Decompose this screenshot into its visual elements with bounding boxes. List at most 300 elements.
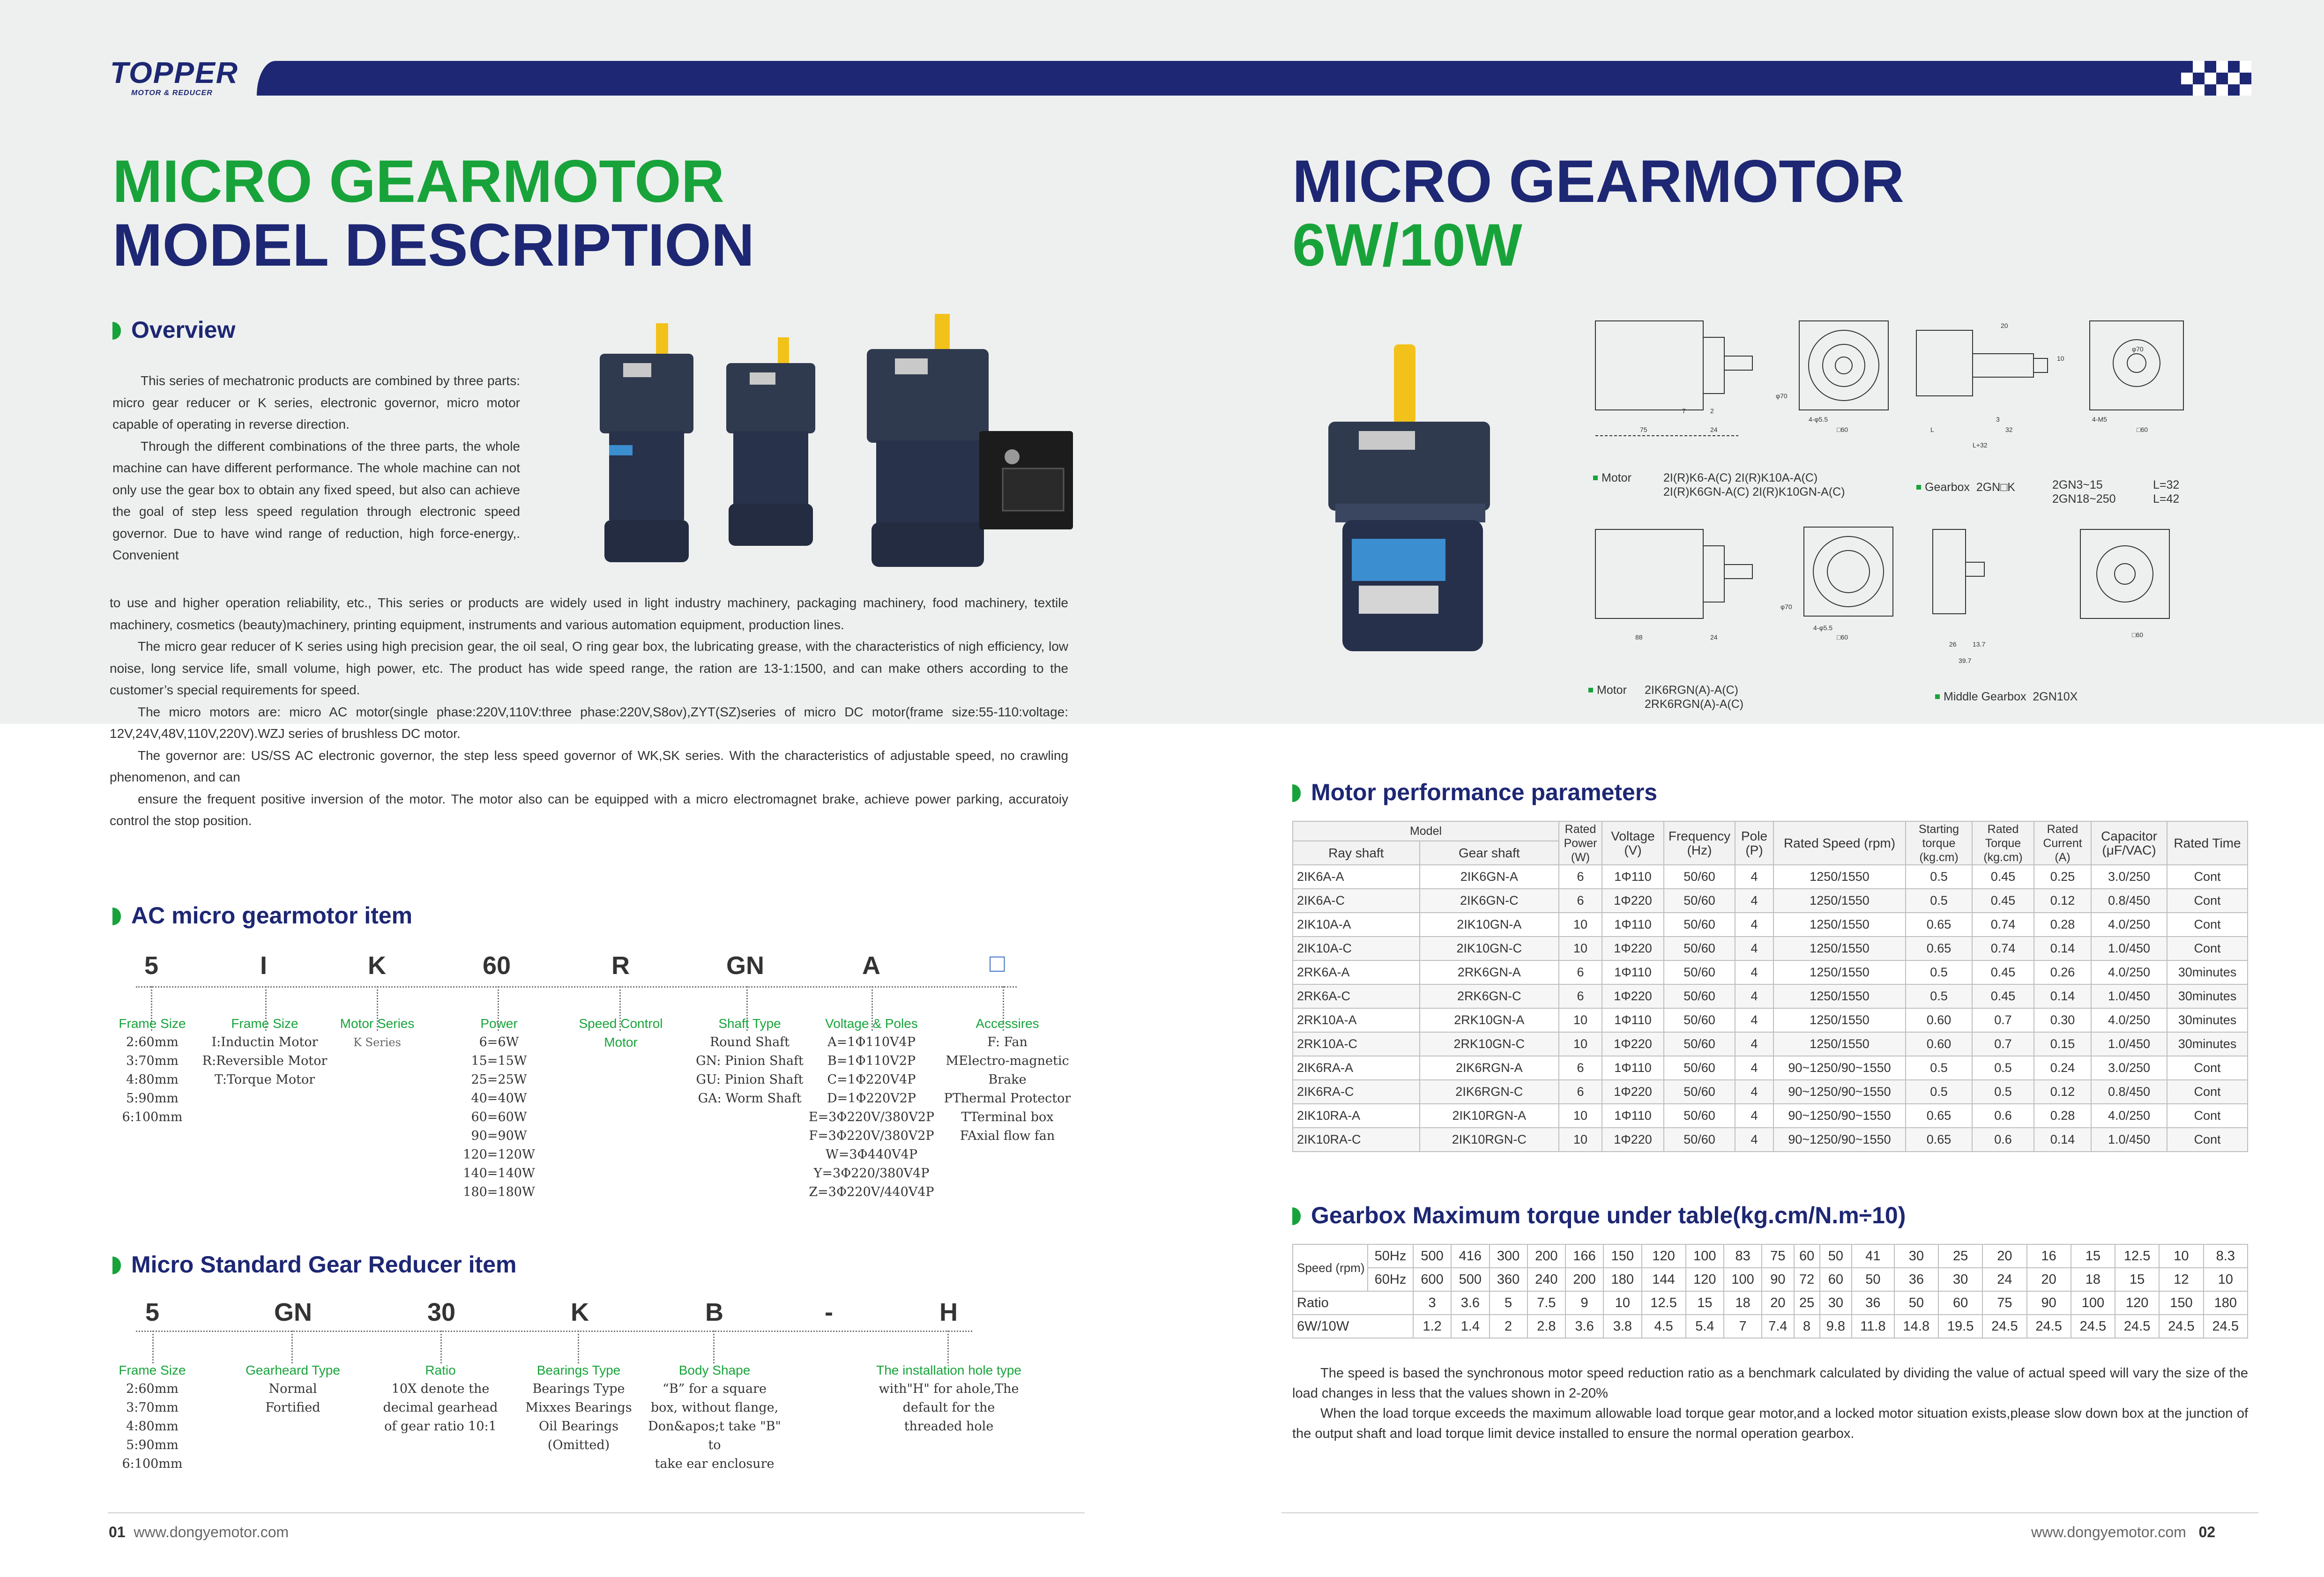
perf-cell: 0.5 xyxy=(1906,960,1972,984)
gear-column-gearhead-type: Gearheard Type Normal Fortified xyxy=(246,1363,340,1415)
perf-cell: 6 xyxy=(1559,865,1602,889)
perf-cell: 2IK10RGN-A xyxy=(1420,1104,1559,1128)
torque-cell: 100 xyxy=(2071,1291,2115,1315)
perf-cell: 0.65 xyxy=(1906,937,1972,960)
checker-decoration xyxy=(2181,61,2251,96)
torque-cell: 5 xyxy=(1490,1291,1527,1315)
torque-cell: 120 xyxy=(1686,1268,1724,1291)
perf-cell: 50/60 xyxy=(1664,1104,1735,1128)
gear-code-6: H xyxy=(939,1298,958,1326)
torque-cell: 3.8 xyxy=(1603,1315,1641,1338)
notes xyxy=(1292,1363,2248,1444)
torque-cell: 200 xyxy=(1527,1244,1565,1268)
torque-cell: 24 xyxy=(1982,1268,2026,1291)
gear-connector xyxy=(440,1331,442,1363)
perf-cell: 1Φ110 xyxy=(1602,1104,1664,1128)
torque-row xyxy=(1293,1268,2248,1291)
caption-gearbox: Gearbox 2GN□K xyxy=(1916,480,2015,494)
perf-cell: 0.5 xyxy=(1972,1080,2034,1104)
gear-heading: Micro Standard Gear Reducer item xyxy=(112,1251,516,1278)
header-bar xyxy=(257,61,2182,96)
perf-cell: 2IK6RGN-A xyxy=(1420,1056,1559,1080)
ac-column-power: Power 6=6W 15=15W 25=25W 40=40W 60=60W 90=90W 120=120W 140=140W 180=180W xyxy=(463,1016,535,1199)
perf-heading: Motor performance parameters xyxy=(1292,779,1657,806)
ac-column-motor-type: Frame Size I:Inductin Motor R:Reversible Motor T:Torque Motor xyxy=(202,1016,328,1087)
perf-cell: 30minutes xyxy=(2167,1008,2248,1032)
torque-cell: 15 xyxy=(2115,1268,2159,1291)
gear-column-body-shape: Body Shape “B” for a square box, without flange, Don&apos;t take "B" to take ear enclosure xyxy=(648,1363,781,1471)
torque-cell: 120 xyxy=(1642,1244,1686,1268)
torque-cell: 3 xyxy=(1413,1291,1451,1315)
perf-cell: 2RK10GN-C xyxy=(1420,1032,1559,1056)
gear-code-3: K xyxy=(571,1298,589,1326)
torque-row xyxy=(1293,1291,2248,1315)
perf-cell: 2IK6RA-C xyxy=(1293,1080,1420,1104)
right-page-number: 02 xyxy=(2198,1524,2216,1540)
perf-cell: 0.5 xyxy=(1906,1080,1972,1104)
perf-cell: 0.74 xyxy=(1972,937,2034,960)
torque-cell: 25 xyxy=(1938,1244,1982,1268)
torque-cell: 6W/10W xyxy=(1293,1315,1413,1338)
perf-cell: 3.0/250 xyxy=(2091,865,2167,889)
perf-cell: 50/60 xyxy=(1664,960,1735,984)
svg-text:4-M5: 4-M5 xyxy=(2092,416,2107,423)
torque-cell: 180 xyxy=(2204,1291,2248,1315)
torque-cell: 416 xyxy=(1451,1244,1489,1268)
perf-cell: 4 xyxy=(1735,937,1773,960)
ac-code-5: GN xyxy=(726,952,764,980)
perf-cell: 1Φ110 xyxy=(1602,865,1664,889)
product-photo-6w10w xyxy=(1312,342,1509,670)
torque-cell: 12.5 xyxy=(2115,1244,2159,1268)
perf-cell: 4 xyxy=(1735,960,1773,984)
perf-cell: 1Φ220 xyxy=(1602,984,1664,1008)
torque-row xyxy=(1293,1315,2248,1338)
torque-cell: 180 xyxy=(1603,1268,1641,1291)
perf-cell: 90~1250/90~1550 xyxy=(1773,1104,1906,1128)
perf-cell: 0.12 xyxy=(2034,1080,2091,1104)
torque-cell: 240 xyxy=(1527,1268,1565,1291)
torque-cell: 7.4 xyxy=(1762,1315,1794,1338)
torque-cell: 36 xyxy=(1894,1268,1938,1291)
torque-cell: 10 xyxy=(1603,1291,1641,1315)
shaft-icon xyxy=(1394,344,1415,424)
torque-cell: 7.5 xyxy=(1527,1291,1565,1315)
product-photo-gearmotors xyxy=(595,314,1078,567)
svg-text:φ70: φ70 xyxy=(2132,345,2144,353)
perf-cell: 4.0/250 xyxy=(2091,1104,2167,1128)
perf-cell: 1250/1550 xyxy=(1773,1032,1906,1056)
shaft-icon xyxy=(656,323,668,356)
perf-cell: 4 xyxy=(1735,1128,1773,1152)
gear-dotted-line xyxy=(136,1331,972,1332)
torque-cell: 50 xyxy=(1820,1244,1852,1268)
left-footer-url: www.dongyemotor.com xyxy=(134,1524,289,1540)
perf-cell: 0.7 xyxy=(1972,1008,2034,1032)
perf-cell: 10 xyxy=(1559,1128,1602,1152)
perf-cell: 0.65 xyxy=(1906,1128,1972,1152)
perf-cell: 1Φ220 xyxy=(1602,1032,1664,1056)
perf-cell: 0.15 xyxy=(2034,1032,2091,1056)
gear-code-5: - xyxy=(825,1298,833,1326)
right-footer xyxy=(2031,1524,2215,1541)
perf-cell: 2IK6GN-C xyxy=(1420,889,1559,913)
perf-cell: 2IK10A-A xyxy=(1293,913,1420,937)
ac-code-6: A xyxy=(862,952,880,980)
perf-cell: 4 xyxy=(1735,865,1773,889)
left-title-line2: MODEL DESCRIPTION xyxy=(112,212,755,279)
perf-cell: Cont xyxy=(2167,937,2248,960)
torque-cell: 150 xyxy=(1603,1244,1641,1268)
perf-cell: 30minutes xyxy=(2167,984,2248,1008)
ac-column-accessories: Accessires F: Fan MElectro-magnetic Brake PThermal Protector TTerminal box FAxial flow fan xyxy=(944,1016,1071,1143)
svg-text:24: 24 xyxy=(1710,426,1718,433)
perf-cell: 90~1250/90~1550 xyxy=(1773,1080,1906,1104)
ac-column-shaft-type: Shaft Type Round Shaft GN: Pinion Shaft GU: Pinion Shaft GA: Worm Shaft xyxy=(696,1016,804,1106)
left-title-line1: MICRO GEARMOTOR xyxy=(112,148,725,215)
torque-cell: 9.8 xyxy=(1820,1315,1852,1338)
torque-cell: 100 xyxy=(1686,1244,1724,1268)
perf-cell: 1.0/450 xyxy=(2091,1128,2167,1152)
torque-cell: 15 xyxy=(1686,1291,1724,1315)
perf-row xyxy=(1293,865,2248,889)
torque-cell: 19.5 xyxy=(1938,1315,1982,1338)
caption-motor-1: Motor 2I(R)K6-A(C) 2I(R)K10A-A(C) 2I(R)K6GN-A(C) 2I(R)K10GN-A(C) xyxy=(1593,471,1631,485)
right-title-line1: MICRO GEARMOTOR xyxy=(1292,148,1905,215)
perf-cell: 0.5 xyxy=(1906,889,1972,913)
svg-text:□60: □60 xyxy=(1837,633,1848,641)
gear-code-2: 30 xyxy=(427,1298,456,1326)
perf-cell: 50/60 xyxy=(1664,1128,1735,1152)
perf-cell: 10 xyxy=(1559,1008,1602,1032)
perf-cell: 2IK10RGN-C xyxy=(1420,1128,1559,1152)
overview-text-narrow xyxy=(112,370,520,566)
right-title xyxy=(1292,150,1904,277)
torque-cell: 83 xyxy=(1724,1244,1762,1268)
perf-cell: 10 xyxy=(1559,1032,1602,1056)
torque-cell: 75 xyxy=(1762,1244,1794,1268)
perf-row xyxy=(1293,937,2248,960)
torque-cell: 1.2 xyxy=(1413,1315,1451,1338)
perf-cell: 4 xyxy=(1735,1032,1773,1056)
ac-code-0: 5 xyxy=(144,952,159,980)
torque-cell: 5.4 xyxy=(1686,1315,1724,1338)
svg-text:10: 10 xyxy=(2057,355,2064,362)
perf-cell: 0.8/450 xyxy=(2091,889,2167,913)
svg-text:13.7: 13.7 xyxy=(1973,640,1986,648)
gear-connector xyxy=(578,1331,579,1363)
gear-connector xyxy=(947,1331,949,1363)
perf-cell: 0.28 xyxy=(2034,1104,2091,1128)
svg-text:φ70: φ70 xyxy=(1780,603,1792,610)
overview-para: The micro gear reducer of K series using high precision gear, the oil seal, O ring gear box, the lubricating grease, with the characteristics of nigh efficiency, low noise, long service life, small volume, high power, etc. The product has wide speed range, the ration are 13-1:1500, and can make others according to the customer’s special requirements for speed. xyxy=(110,639,1068,697)
torque-cell: 12 xyxy=(2159,1268,2203,1291)
torque-cell: 60 xyxy=(1794,1244,1820,1268)
perf-cell: 0.7 xyxy=(1972,1032,2034,1056)
gear-connector xyxy=(152,1331,154,1363)
torque-cell: 600 xyxy=(1413,1268,1451,1291)
perf-cell: 0.14 xyxy=(2034,1128,2091,1152)
overview-text-wide xyxy=(110,592,1068,832)
perf-cell: 50/60 xyxy=(1664,1080,1735,1104)
svg-text:2: 2 xyxy=(1710,407,1714,415)
torque-cell: 150 xyxy=(2159,1291,2203,1315)
perf-cell: 4 xyxy=(1735,913,1773,937)
perf-cell: 0.6 xyxy=(1972,1128,2034,1152)
note-para: The speed is based the synchronous motor speed reduction ratio as a benchmark calculated by dividing the value of actual speed will vary the size of the load changes in less that the values shown in 2-20% xyxy=(1292,1366,2248,1401)
torque-cell: 1.4 xyxy=(1451,1315,1489,1338)
perf-cell: 1Φ110 xyxy=(1602,1056,1664,1080)
perf-row xyxy=(1293,1056,2248,1080)
perf-cell: 4 xyxy=(1735,1008,1773,1032)
perf-cell: 0.65 xyxy=(1906,1104,1972,1128)
svg-text:4-φ5.5: 4-φ5.5 xyxy=(1813,624,1832,632)
torque-cell: 75 xyxy=(1982,1291,2026,1315)
perf-cell: 4 xyxy=(1735,1056,1773,1080)
overview-heading: Overview xyxy=(112,316,235,343)
perf-cell: 1250/1550 xyxy=(1773,984,1906,1008)
perf-cell: 2RK6A-A xyxy=(1293,960,1420,984)
perf-row xyxy=(1293,1032,2248,1056)
perf-cell: 2IK6A-C xyxy=(1293,889,1420,913)
left-title xyxy=(112,150,754,277)
torque-cell: 10 xyxy=(2159,1244,2203,1268)
torque-cell: 24.5 xyxy=(2159,1315,2203,1338)
svg-text:φ70: φ70 xyxy=(1776,392,1788,400)
brand-logo: TOPPER xyxy=(110,56,238,89)
torque-cell: 500 xyxy=(1451,1268,1489,1291)
torque-cell: 90 xyxy=(1762,1268,1794,1291)
perf-cell: 0.14 xyxy=(2034,984,2091,1008)
torque-cell: 3.6 xyxy=(1451,1291,1489,1315)
perf-cell: 2IK10GN-C xyxy=(1420,937,1559,960)
perf-cell: 0.24 xyxy=(2034,1056,2091,1080)
perf-cell: 4 xyxy=(1735,1080,1773,1104)
overview-para: ensure the frequent positive inversion of the motor. The motor also can be equipped with a micro electromagnet brake, achieve power parking, accuratoiy control the stop position. xyxy=(110,791,1068,828)
perf-cell: 1Φ220 xyxy=(1602,889,1664,913)
ac-code-2: K xyxy=(368,952,386,980)
torque-cell: 24.5 xyxy=(2115,1315,2159,1338)
svg-text:L: L xyxy=(1930,426,1934,433)
perf-cell: 0.25 xyxy=(2034,865,2091,889)
gear-connector xyxy=(713,1331,715,1363)
perf-cell: 6 xyxy=(1559,984,1602,1008)
svg-text:7: 7 xyxy=(1682,407,1686,415)
torque-cell: 2.8 xyxy=(1527,1315,1565,1338)
perf-cell: 50/60 xyxy=(1664,865,1735,889)
torque-cell: 360 xyxy=(1490,1268,1527,1291)
svg-text:26: 26 xyxy=(1949,640,1957,648)
torque-row xyxy=(1293,1244,2248,1268)
gear-code-1: GN xyxy=(274,1298,312,1326)
ac-code-3: 60 xyxy=(483,952,511,980)
note-para: When the load torque exceeds the maximum allowable load torque gear motor,and a locked motor situation exists,please slow down box at the junction of the output shaft and load torque limit device installed to ensure the normal operation gearbox. xyxy=(1292,1406,2248,1441)
torque-cell: Speed (rpm) xyxy=(1293,1244,1368,1291)
perf-cell: 2RK10GN-A xyxy=(1420,1008,1559,1032)
caption-gearbox-ranges: 2GN3~15 2GN18~250 xyxy=(2052,478,2116,506)
torque-cell: 100 xyxy=(1724,1268,1762,1291)
brand-tagline: MOTOR & REDUCER xyxy=(131,89,213,97)
perf-cell: 1250/1550 xyxy=(1773,913,1906,937)
svg-text:3: 3 xyxy=(1996,416,2000,423)
perf-cell: 4.0/250 xyxy=(2091,1008,2167,1032)
perf-cell: 1250/1550 xyxy=(1773,865,1906,889)
perf-row xyxy=(1293,1104,2248,1128)
torque-cell: 50 xyxy=(1894,1291,1938,1315)
perf-cell: 0.45 xyxy=(1972,889,2034,913)
ac-code-7: □ xyxy=(990,949,1005,977)
perf-cell: 2RK6A-C xyxy=(1293,984,1420,1008)
torque-cell: 20 xyxy=(2027,1268,2071,1291)
ac-column-speed-control: Speed Control Motor xyxy=(579,1016,663,1049)
perf-cell: 1.0/450 xyxy=(2091,1032,2167,1056)
perf-cell: 0.60 xyxy=(1906,1008,1972,1032)
overview-para: Through the different combinations of the three parts, the whole machine can have different performance. The whole machine can not only use the gear box to obtain any fixed speed, but also can achieve the goal of step less speed regulation through electronic speed governor. Due to have wind range of reduction, high force-energy,. Convenient xyxy=(112,439,520,562)
svg-text:□60: □60 xyxy=(1837,426,1848,433)
ac-code-4: R xyxy=(611,952,630,980)
svg-text:□60: □60 xyxy=(2132,631,2144,639)
perf-cell: 3.0/250 xyxy=(2091,1056,2167,1080)
svg-text:88: 88 xyxy=(1635,633,1643,641)
perf-cell: Cont xyxy=(2167,1104,2248,1128)
perf-cell: 0.26 xyxy=(2034,960,2091,984)
torque-cell: 14.8 xyxy=(1894,1315,1938,1338)
torque-cell: 4.5 xyxy=(1642,1315,1686,1338)
ac-column-voltage-poles: Voltage & Poles A=1Φ110V4P B=1Φ110V2P C=1Φ220V4P D=1Φ220V2P E=3Φ220V/380V2P F=3Φ220V/380V2P W=3Φ440V4P Y=3Φ220/380V4P Z=3Φ220V/440V4P xyxy=(808,1016,935,1199)
torque-cell: 24.5 xyxy=(2027,1315,2071,1338)
svg-text:39.7: 39.7 xyxy=(1959,657,1972,664)
torque-cell: 30 xyxy=(1820,1291,1852,1315)
perf-table: Model Rated Power (W) Voltage (V) Frequency (Hz) Pole (P) Rated Speed (rpm) Starting torque (kg.cm) Rated Torque (kg.cm) Rated Current (A) Capacitor (μF/VAC) Rated Time Ray shaft Gear shaft 2IK6A-A 2IK6GN-A 6 1Φ110 50/60 4 1250/1550 0.5 0.45 0.25 3.0/250 Cont 2IK6A-C 2IK6GN-C 6 1Φ220 50/60 4 1250/1550 0.5 0.45 0.12 0.8/450 Cont 2IK10A-A 2IK10GN-A 10 1Φ110 50/60 4 1250/1550 0.65 0.74 0.28 4.0/250 Cont 2IK10A-C 2IK10GN-C 10 1Φ220 50/60 4 1250/1550 0.65 0.74 0.14 1.0/450 Cont 2RK6A-A 2RK6GN-A 6 1Φ110 50/60 4 1250/1550 0.5 0.45 0.26 4.0/250 30minutes 2RK6A-C 2RK6GN-C 6 1Φ220 50/60 4 1250/1550 0.5 0.45 0.14 1.0/450 30minutes 2RK10A-A 2RK10GN-A 10 1Φ110 50/60 4 1250/1550 0.60 0.7 0.30 4.0/250 30minutes 2RK10A-C 2RK10GN-C 10 1Φ220 50/60 4 1250/1550 0.60 0.7 0.15 1.0/450 30minutes 2IK6RA-A 2IK6RGN-A 6 1Φ110 50/60 4 90~1250/90~1550 0.5 0.5 0.24 3.0/250 Cont 2IK6RA-C 2IK6RGN-C 6 1Φ220 50/60 4 90~1250/90~1550 0.5 0.5 0.12 0.8/450 Cont 2IK10RA-A 2IK10RGN-A 10 1Φ110 50/60 4 90~1250/90~1550 0.65 0.6 0.28 4.0/250 Cont 2IK10RA-C 2IK10RGN-C 10 1Φ220 50/60 4 90~1250/90~1550 0.65 0.6 0.14 1.0/450 Cont xyxy=(1292,821,2248,1152)
perf-cell: 0.8/450 xyxy=(2091,1080,2167,1104)
torque-heading: Gearbox Maximum torque under table(kg.cm/N.m÷10) xyxy=(1292,1202,1906,1229)
perf-cell: 0.45 xyxy=(1972,984,2034,1008)
perf-cell: 2IK6A-A xyxy=(1293,865,1420,889)
perf-cell: 2IK10RA-A xyxy=(1293,1104,1420,1128)
torque-cell: 90 xyxy=(2027,1291,2071,1315)
perf-cell: 1Φ110 xyxy=(1602,1008,1664,1032)
gear-code-0: 5 xyxy=(145,1298,160,1326)
torque-cell: 144 xyxy=(1642,1268,1686,1291)
torque-cell: 7 xyxy=(1724,1315,1762,1338)
gear-connector xyxy=(291,1331,293,1363)
perf-cell: 6 xyxy=(1559,889,1602,913)
caption-gearbox-lengths: L=32 L=42 xyxy=(2153,478,2180,506)
perf-cell: Cont xyxy=(2167,865,2248,889)
torque-cell: 24.5 xyxy=(2204,1315,2248,1338)
overview-para: The micro motors are: micro AC motor(single phase:220V,110V:three phase:220V,S8ov),ZYT(SZ)series of micro DC motor(frame size:55-110:voltage: 12V,24V,48V,110V,220V).WZJ series of brushless DC motor. xyxy=(110,704,1068,741)
caption-middle-gearbox: Middle Gearbox 2GN10X xyxy=(1935,690,2078,704)
perf-cell: 90~1250/90~1550 xyxy=(1773,1128,1906,1152)
perf-cell: 10 xyxy=(1559,937,1602,960)
torque-cell: 2 xyxy=(1490,1315,1527,1338)
perf-cell: 2RK6GN-C xyxy=(1420,984,1559,1008)
torque-cell: 300 xyxy=(1490,1244,1527,1268)
torque-cell: 60 xyxy=(1820,1268,1852,1291)
torque-cell: 9 xyxy=(1565,1291,1603,1315)
perf-row xyxy=(1293,960,2248,984)
perf-cell: 2IK6GN-A xyxy=(1420,865,1559,889)
perf-cell: 0.5 xyxy=(1906,984,1972,1008)
perf-cell: 2IK10A-C xyxy=(1293,937,1420,960)
perf-row xyxy=(1293,913,2248,937)
svg-text:□60: □60 xyxy=(2137,426,2148,433)
perf-cell: 1.0/450 xyxy=(2091,937,2167,960)
perf-cell: 4 xyxy=(1735,984,1773,1008)
overview-para: to use and higher operation reliability, etc., This series or products are widely used in light industry machinery, packaging machinery, food machinery, textile machinery, cosmetics (beauty)machinery, printing equipment, instruments and various automation equipment, production lines. xyxy=(110,595,1068,632)
perf-cell: 2IK6RGN-C xyxy=(1420,1080,1559,1104)
perf-cell: 1250/1550 xyxy=(1773,960,1906,984)
torque-cell: 72 xyxy=(1794,1268,1820,1291)
torque-cell: 20 xyxy=(1762,1291,1794,1315)
torque-cell: 60Hz xyxy=(1368,1268,1413,1291)
perf-cell: 0.30 xyxy=(2034,1008,2091,1032)
perf-cell: 1250/1550 xyxy=(1773,937,1906,960)
torque-cell: 18 xyxy=(1724,1291,1762,1315)
perf-cell: 1Φ110 xyxy=(1602,913,1664,937)
perf-cell: 0.45 xyxy=(1972,960,2034,984)
perf-cell: 10 xyxy=(1559,913,1602,937)
perf-cell: 0.65 xyxy=(1906,913,1972,937)
perf-cell: 2IK10RA-C xyxy=(1293,1128,1420,1152)
perf-cell: 10 xyxy=(1559,1104,1602,1128)
torque-cell: 120 xyxy=(2115,1291,2159,1315)
perf-cell: 2IK6RA-A xyxy=(1293,1056,1420,1080)
svg-text:L+32: L+32 xyxy=(1973,441,1988,449)
gear-code-4: B xyxy=(705,1298,723,1326)
perf-cell: 50/60 xyxy=(1664,913,1735,937)
perf-cell: 0.5 xyxy=(1972,1056,2034,1080)
torque-cell: 200 xyxy=(1565,1268,1603,1291)
perf-cell: 6 xyxy=(1559,1056,1602,1080)
gear-column-install-hole: The installation hole type with"H" for ahole,The default for the threaded hole xyxy=(876,1363,1021,1434)
ac-column-frame-size: Frame Size 2:60mm 3:70mm 4:80mm 5:90mm 6:100mm xyxy=(119,1016,186,1124)
perf-cell: 50/60 xyxy=(1664,1056,1735,1080)
torque-cell: 166 xyxy=(1565,1244,1603,1268)
ac-column-motor-series: Motor Series K Series xyxy=(340,1016,415,1049)
perf-row xyxy=(1293,984,2248,1008)
perf-cell: 50/60 xyxy=(1664,889,1735,913)
perf-cell: 6 xyxy=(1559,1080,1602,1104)
perf-row xyxy=(1293,1128,2248,1152)
perf-cell: 2RK10A-A xyxy=(1293,1008,1420,1032)
ac-code-1: I xyxy=(260,952,268,980)
torque-cell: Ratio xyxy=(1293,1291,1413,1315)
perf-cell: 0.12 xyxy=(2034,889,2091,913)
perf-cell: 1Φ220 xyxy=(1602,937,1664,960)
perf-cell: 0.5 xyxy=(1906,865,1972,889)
perf-cell: 50/60 xyxy=(1664,1032,1735,1056)
technical-drawings xyxy=(1584,309,2268,712)
torque-cell: 50 xyxy=(1852,1268,1894,1291)
perf-cell: 4 xyxy=(1735,889,1773,913)
svg-text:4-φ5.5: 4-φ5.5 xyxy=(1809,416,1828,423)
perf-cell: Cont xyxy=(2167,889,2248,913)
perf-cell: 4.0/250 xyxy=(2091,913,2167,937)
perf-row xyxy=(1293,889,2248,913)
perf-cell: 1Φ220 xyxy=(1602,1080,1664,1104)
perf-cell: 30minutes xyxy=(2167,1032,2248,1056)
ac-heading: AC micro gearmotor item xyxy=(112,902,412,929)
torque-cell: 8 xyxy=(1794,1315,1820,1338)
perf-row xyxy=(1293,1008,2248,1032)
perf-cell: 1Φ110 xyxy=(1602,960,1664,984)
right-footer-url: www.dongyemotor.com xyxy=(2031,1524,2186,1540)
torque-cell: 41 xyxy=(1852,1244,1894,1268)
perf-cell: 4.0/250 xyxy=(2091,960,2167,984)
overview-para: The governor are: US/SS AC electronic governor, the step less speed governor of WK,SK series. With the characteristics of adjustable speed, no crawling phenomenon, and can xyxy=(110,748,1068,784)
torque-cell: 3.6 xyxy=(1565,1315,1603,1338)
